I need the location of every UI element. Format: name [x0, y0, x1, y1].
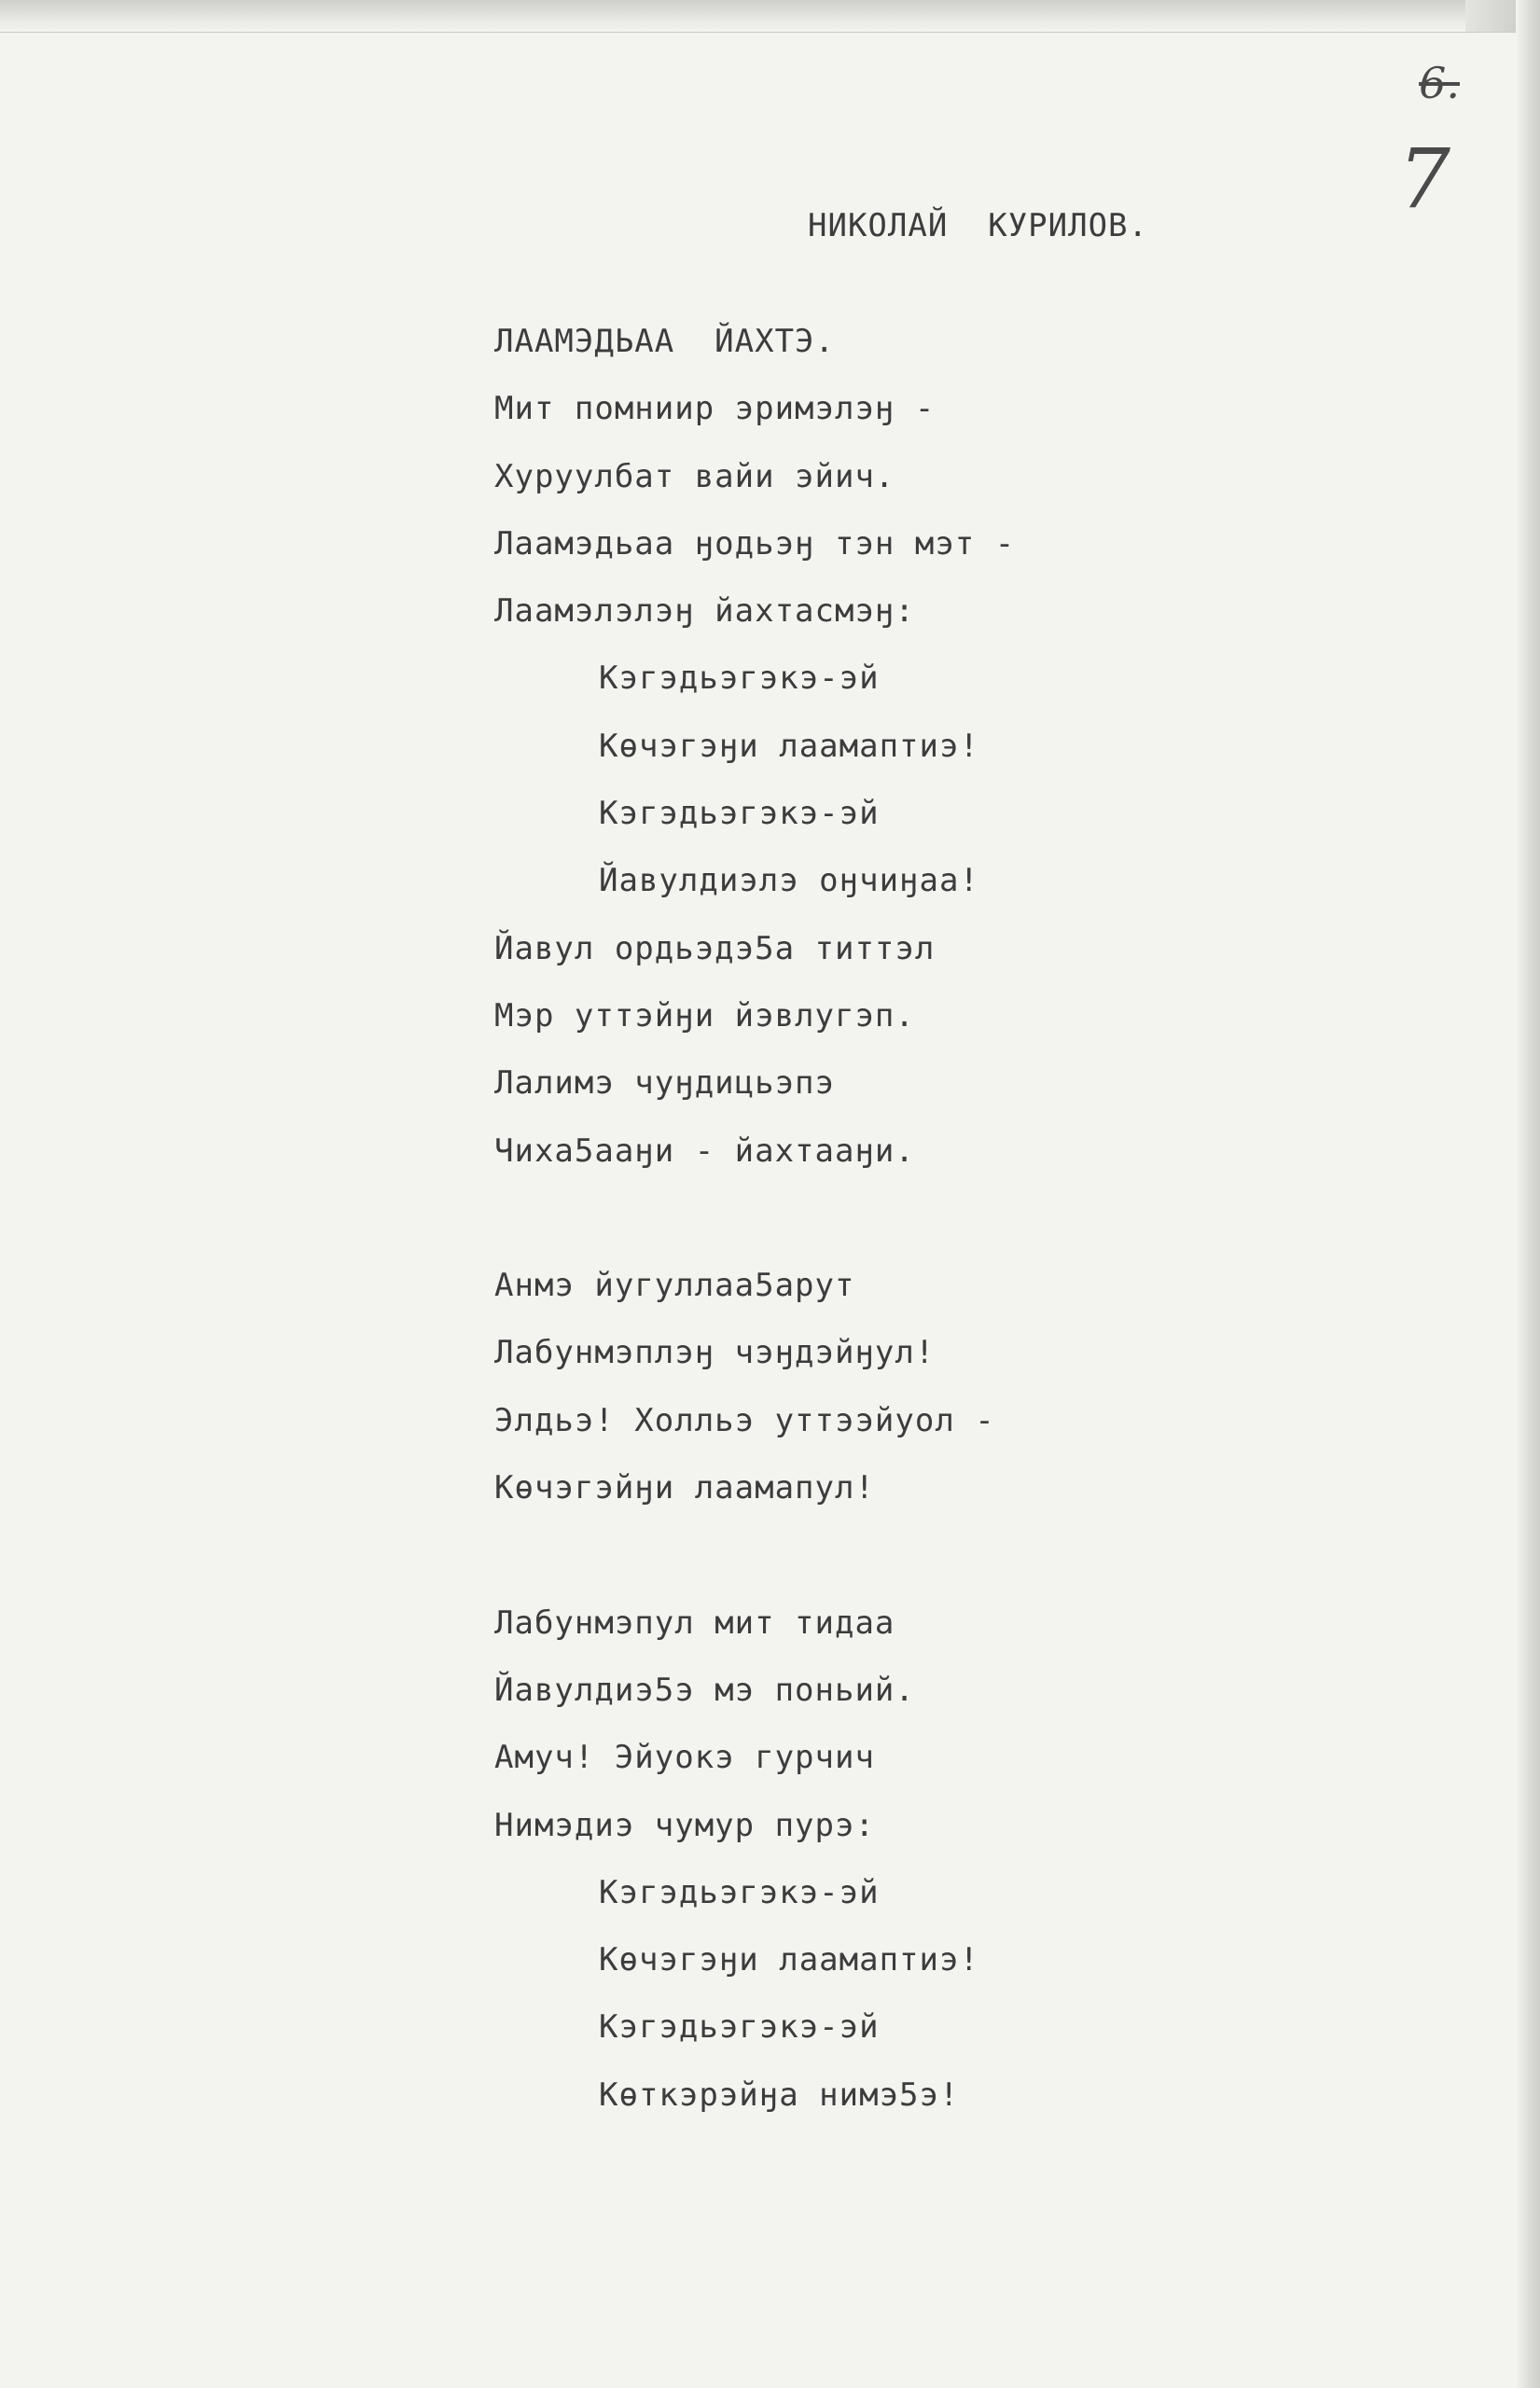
poem-line: Кэгэдьэгэкэ-эй — [599, 795, 880, 833]
stanza-break — [494, 1185, 1015, 1252]
poem-line: Йавул ордьэдэ5а титтэл — [494, 929, 936, 967]
poem-line: Мэр уттэйӈи йэвлугэп. — [494, 996, 915, 1034]
poem-line: Лалимэ чуӈдицьэпэ — [494, 1064, 835, 1103]
poem-line: Амуч! Эйуокэ гурчич — [494, 1739, 875, 1777]
poem-line: Кѳчэгэӈи лаамаптиэ! — [599, 1941, 979, 1979]
page-right-edge — [1516, 0, 1540, 2388]
poem-line: Кэгэдьэгэкэ-эй — [599, 1873, 880, 1911]
poem-line: Мит помниир эримэлэӈ - — [494, 390, 936, 428]
poem-line: Кѳчэгэйӈи лаамапул! — [494, 1469, 875, 1507]
author-name: НИКОЛАЙ КУРИЛОВ. — [808, 207, 1148, 244]
poem-line: Анмэ йугуллаа5арут — [494, 1267, 855, 1305]
poem-line: Элдьэ! Холльэ уттээйуол - — [494, 1401, 995, 1439]
crossed-out-page-number: 6. — [1419, 58, 1460, 108]
poem-line: Йавулдиэлэ оӈчиӈаа! — [599, 862, 979, 900]
stanza-break — [494, 1521, 1015, 1589]
poem-line: Кэгэдьэгэкэ-эй — [599, 2008, 880, 2047]
poem-line: Лаамэлэлэӈ йахтасмэӈ: — [494, 592, 915, 631]
poem-text — [494, 308, 1015, 2129]
poem-line: Лаамэдьаа ӈодьэӈ тэн мэт - — [494, 524, 1016, 562]
poem-line: Йавулдиэ5э мэ поньий. — [494, 1671, 915, 1709]
handwritten-page-number: 7 — [1398, 131, 1450, 227]
poem-line: Лабунмэпул мит тидаа — [494, 1604, 895, 1642]
poem-line: Кѳчэгэӈи лаамаптиэ! — [599, 727, 979, 765]
poem-line: Кэгэдьэгэкэ-эй — [599, 659, 880, 698]
poem-title: ЛААМЭДЬАА ЙАХТЭ. — [494, 323, 835, 360]
poem-line: Нимэдиэ чумур пурэ: — [494, 1806, 875, 1844]
poem-line: Кѳткэрэйӈа нимэ5э! — [599, 2076, 960, 2114]
poem-line: Хуруулбат вайи эйич. — [494, 457, 895, 495]
poem-line: Чиха5ааӈи - йахтааӈи. — [494, 1132, 915, 1170]
page-top-edge — [0, 0, 1540, 33]
poem-line: Лабунмэплэӈ чэӈдэйӈул! — [494, 1334, 936, 1372]
